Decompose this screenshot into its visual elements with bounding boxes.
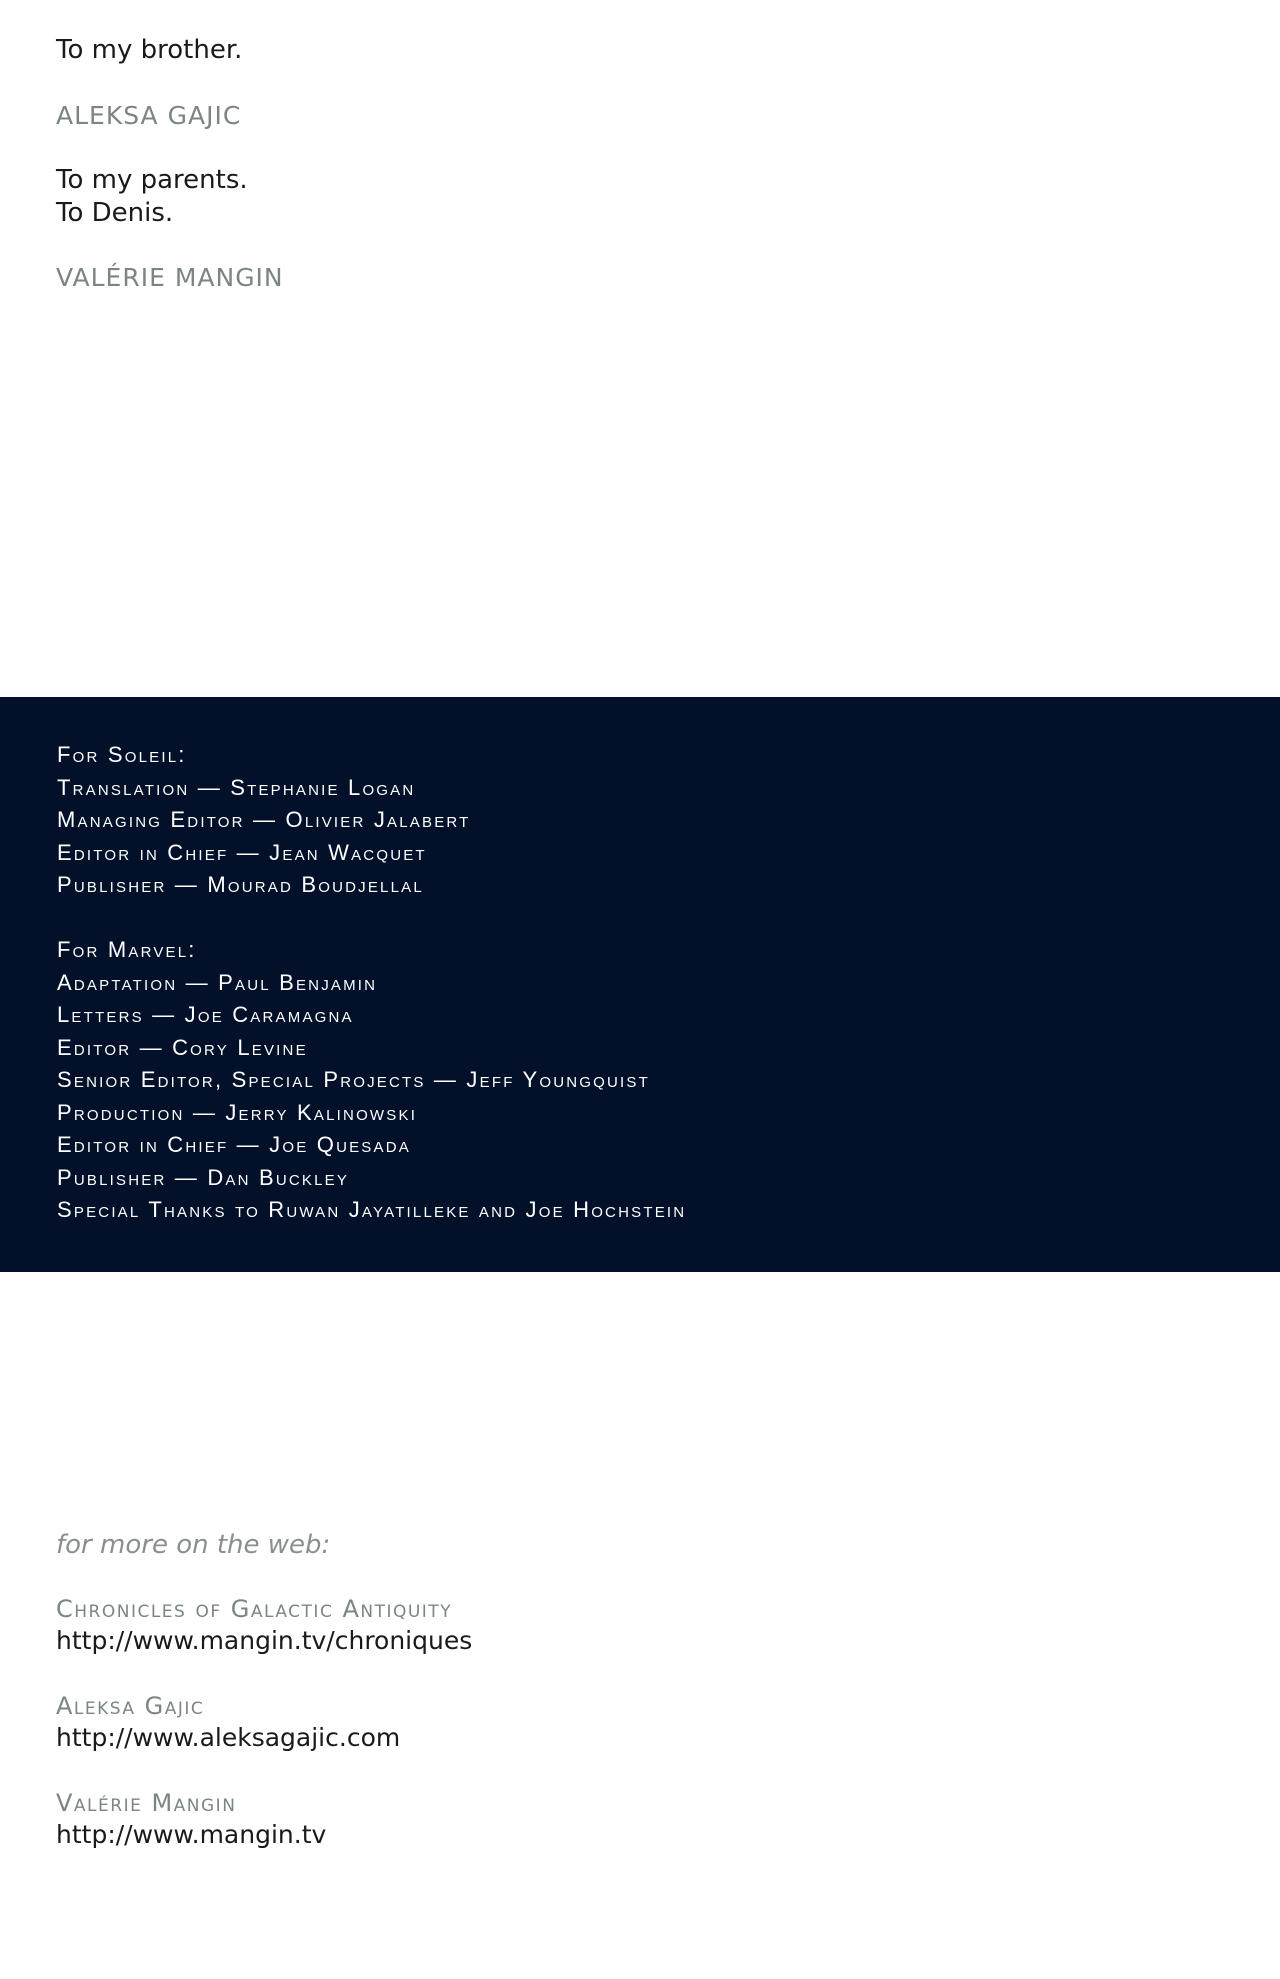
dedication-author: ALEKSA GAJIC: [56, 101, 242, 130]
web-link-title: Chronicles of Galactic Antiquity: [56, 1595, 453, 1623]
web-heading: for more on the web:: [56, 1530, 331, 1560]
web-link-aleksa-gajic: [56, 1691, 400, 1755]
dedication-text-line: To Denis.: [56, 198, 174, 228]
credit-line: Letters — Joe Caramagna: [57, 1002, 354, 1027]
credit-line: Senior Editor, Special Projects — Jeff Youngquist: [57, 1067, 650, 1092]
dedication-author: VALÉRIE MANGIN: [56, 263, 284, 292]
web-link-url: http://www.aleksagajic.com: [56, 1723, 401, 1752]
credit-line: Managing Editor — Olivier Jalabert: [57, 807, 471, 832]
credit-line: Adaptation — Paul Benjamin: [57, 969, 378, 995]
credit-line: Special Thanks to Ruwan Jayatilleke and Joe Hochstein: [57, 1197, 687, 1222]
web-link-url: http://www.mangin.tv: [56, 1820, 327, 1849]
web-link-title: Valérie Mangin: [56, 1789, 237, 1817]
credits-list: [57, 739, 1237, 1227]
credits-band: [0, 697, 1280, 1272]
credit-line: Editor in Chief — Jean Wacquet: [57, 839, 427, 865]
credits-spacer: [57, 902, 1237, 935]
credit-line: Editor — Cory Levine: [57, 1034, 308, 1060]
credit-line: Production — Jerry Kalinowski: [57, 1099, 418, 1125]
credit-line: Editor in Chief — Joe Quesada: [57, 1132, 411, 1157]
dedication-text: To my brother.: [56, 35, 243, 65]
web-link-valerie-mangin: [56, 1788, 326, 1852]
credits-heading-marvel: For Marvel:: [57, 937, 197, 962]
web-link-chronicles: [56, 1594, 472, 1658]
credit-line: Translation — Stephanie Logan: [57, 774, 416, 800]
dedication-text-block: [56, 164, 248, 230]
web-link-title: Aleksa Gajic: [56, 1692, 205, 1720]
credit-line: Publisher — Mourad Boudjellal: [57, 872, 424, 897]
credit-line: Publisher — Dan Buckley: [57, 1164, 350, 1190]
web-links-section: [56, 1530, 1156, 1849]
web-link-url: http://www.mangin.tv/chroniques: [56, 1626, 473, 1655]
dedication-text-line: To my parents.: [56, 165, 248, 195]
credits-heading-soleil: For Soleil:: [57, 742, 187, 767]
